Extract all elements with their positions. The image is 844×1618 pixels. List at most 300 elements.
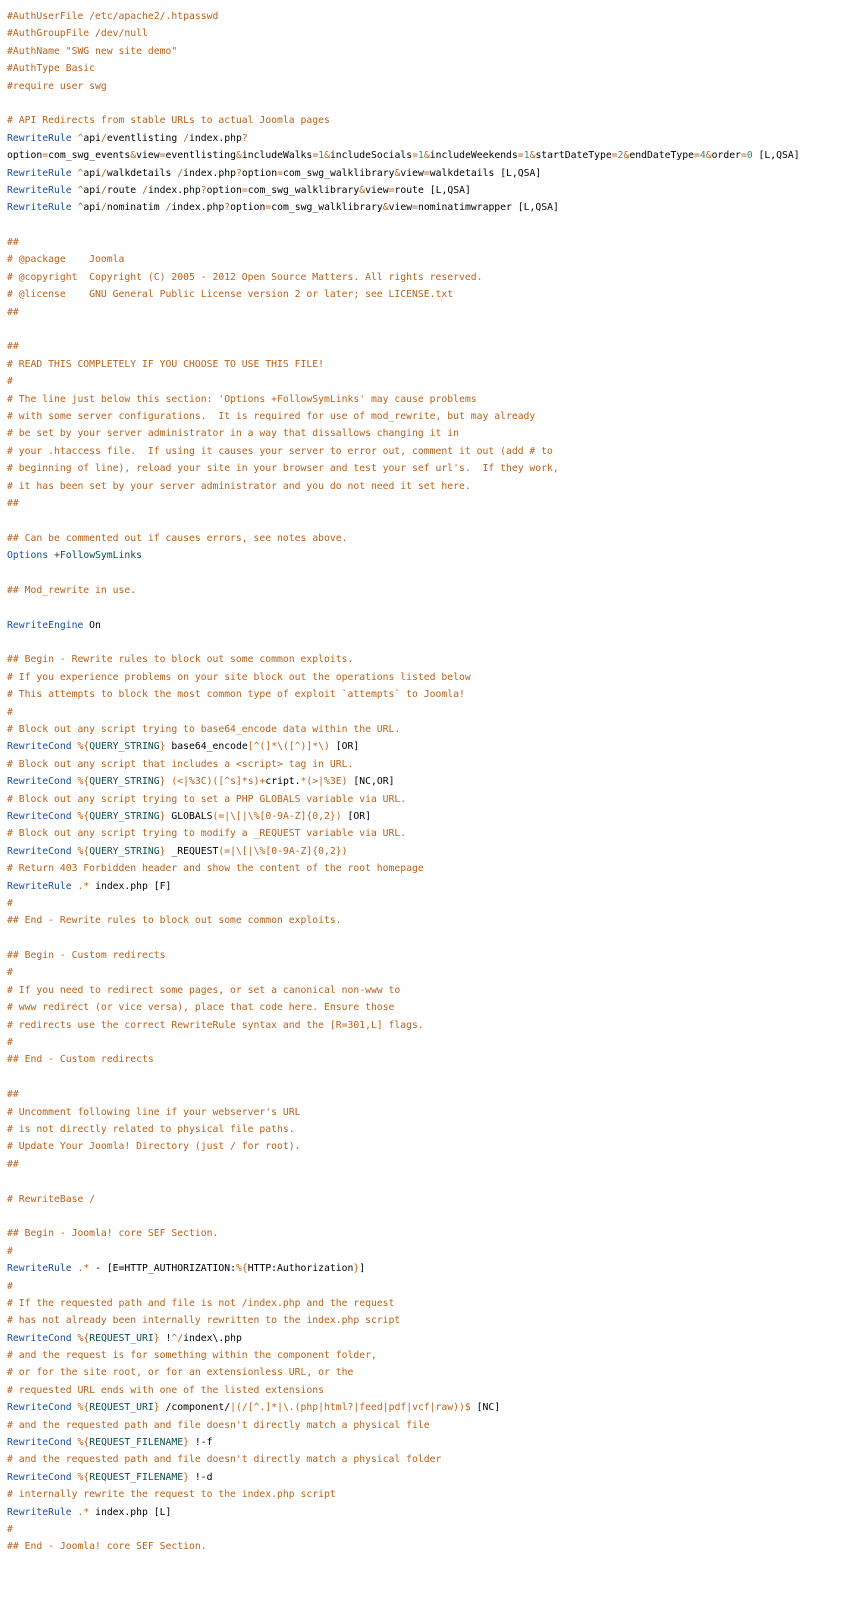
comment-token: # — [7, 1280, 13, 1292]
code-line — [7, 356, 844, 373]
comment-token: ## Begin - Joomla! core SEF Section. — [7, 1228, 219, 1240]
text-token: startDateType — [535, 150, 612, 162]
comment-token: # internally rewrite the request to the index.php script — [7, 1489, 336, 1501]
text-token: includeWeekends — [429, 150, 518, 162]
code-line — [7, 304, 844, 321]
code-line — [7, 78, 844, 95]
text-token: eventlisting — [106, 132, 184, 144]
comment-token: ^ — [77, 202, 84, 214]
text-token: index.php [F] — [89, 880, 172, 892]
text-token: api — [83, 167, 101, 179]
code-line — [7, 460, 844, 477]
comment-token: } — [159, 776, 166, 788]
code-line — [7, 425, 844, 442]
keyword-token: RewriteRule — [7, 184, 72, 196]
variable-token: QUERY_STRING — [89, 741, 160, 753]
code-line — [7, 1312, 844, 1329]
comment-token: / — [165, 202, 172, 214]
code-line — [7, 669, 844, 686]
text-token: nominatim — [106, 202, 166, 214]
text-token: option — [206, 184, 242, 196]
code-line — [7, 912, 844, 929]
code-line — [7, 1434, 844, 1451]
text-token: option — [230, 202, 266, 214]
comment-token: ? — [224, 202, 231, 214]
text-token: view — [136, 150, 160, 162]
text-token: view — [388, 202, 413, 214]
code-line — [7, 738, 844, 755]
code-line — [7, 165, 844, 182]
code-line — [7, 1278, 844, 1295]
keyword-token: RewriteCond — [7, 1402, 72, 1414]
variable-token: REQUEST_FILENAME — [89, 1471, 184, 1483]
comment-token: # API Redirects from stable URLs to actual Joomla pages — [7, 115, 330, 127]
comment-token: # with some server configurations. It is required for use of mod_rewrite, but may already — [7, 410, 536, 422]
text-token: ] — [359, 1263, 366, 1275]
code-line — [7, 112, 844, 129]
code-line — [7, 843, 844, 860]
text-token: [NC,OR] — [347, 776, 395, 788]
comment-token: = — [265, 202, 272, 214]
code-line — [7, 773, 844, 790]
code-line — [7, 25, 844, 42]
code-line — [7, 878, 844, 895]
text-token: _REQUEST — [165, 845, 219, 857]
code-line — [7, 60, 844, 77]
comment-token: %{ — [77, 845, 90, 857]
comment-token: ## End - Custom redirects — [7, 1054, 154, 1066]
comment-token: = — [159, 150, 166, 162]
comment-token: ^/ — [171, 1332, 184, 1344]
comment-token: # www redirect (or vice versa), place that code here. Ensure those — [7, 1002, 395, 1014]
comment-token: / — [177, 167, 184, 179]
comment-token: & — [529, 150, 536, 162]
blank-line — [7, 930, 844, 947]
code-line — [7, 1086, 844, 1103]
comment-token: #AuthGroupFile /dev/null — [7, 28, 148, 40]
code-line — [7, 704, 844, 721]
text-token: option — [7, 150, 43, 162]
code-line — [7, 1260, 844, 1277]
comment-token: %{ — [77, 1332, 90, 1344]
code-line — [7, 1469, 844, 1486]
comment-token: #require user swg — [7, 80, 107, 92]
comment-token: # READ THIS COMPLETELY IF YOU CHOOSE TO USE THIS FILE! — [7, 358, 324, 370]
comment-token: # @license GNU General Public License version 2 or later; see LICENSE.txt — [7, 289, 454, 301]
comment-token: # it has been set by your server administrator and you do not need it set here. — [7, 480, 471, 492]
text-token: !-f — [189, 1437, 213, 1449]
code-line — [7, 791, 844, 808]
comment-token: # — [7, 967, 13, 979]
text-token: /component/ — [159, 1402, 231, 1414]
comment-token: # is not directly related to physical file paths. — [7, 1124, 295, 1135]
code-line — [7, 1295, 844, 1312]
keyword-token: RewriteCond — [7, 1437, 72, 1449]
comment-token: = — [412, 202, 418, 214]
variable-token: +FollowSymLinks — [53, 550, 143, 562]
text-token: [NC] — [470, 1402, 501, 1414]
comment-token: / — [142, 184, 148, 196]
code-line — [7, 651, 844, 668]
number-token: 0 — [746, 150, 753, 162]
text-token: cript. — [265, 776, 301, 788]
comment-token: #AuthUserFile /etc/apache2/.htpasswd — [7, 11, 219, 22]
comment-token: # — [7, 376, 13, 388]
blank-line — [7, 599, 844, 616]
code-line — [7, 721, 844, 738]
code-line — [7, 999, 844, 1016]
comment-token: / — [183, 132, 190, 144]
comment-token: %{ — [77, 741, 90, 753]
code-line — [7, 182, 844, 199]
text-token: api — [83, 202, 101, 214]
comment-token: # and the requested path and file doesn't directly match a physical file — [7, 1419, 430, 1431]
blank-line — [7, 1069, 844, 1086]
code-line — [7, 43, 844, 60]
comment-token: (=|\[|\%[0-9A-Z]{0,2}) — [212, 810, 342, 822]
code-line — [7, 443, 844, 460]
text-token: [L,QSA] — [752, 150, 800, 162]
comment-token: } — [183, 1437, 189, 1449]
comment-token: = — [241, 184, 248, 196]
text-token: includeWalks — [241, 150, 313, 162]
blank-line — [7, 1208, 844, 1225]
comment-token: } — [159, 741, 166, 753]
keyword-token: RewriteEngine — [7, 619, 84, 631]
comment-token: / — [100, 167, 107, 179]
comment-token: ? — [236, 167, 242, 179]
comment-token: # be set by your server administrator in a way that dissallows changing it in — [7, 428, 459, 440]
code-line — [7, 808, 844, 825]
comment-token: & — [623, 150, 630, 162]
comment-token: / — [100, 202, 107, 214]
number-token: 1 — [318, 150, 325, 162]
comment-token: } — [159, 845, 166, 857]
keyword-token: RewriteCond — [7, 776, 72, 788]
comment-token: # This attempts to block the most common type of exploit `attempts` to Joomla! — [7, 689, 465, 701]
blank-line — [7, 565, 844, 582]
comment-token: & — [324, 150, 330, 162]
keyword-token: RewriteRule — [7, 1506, 72, 1518]
comment-token: & — [423, 150, 430, 162]
code-line — [7, 1382, 844, 1399]
comment-token: .* — [77, 1506, 90, 1518]
comment-token: ## — [7, 306, 19, 318]
comment-token: [^(]*\([^)]*\) — [247, 741, 330, 753]
code-line — [7, 1051, 844, 1068]
variable-token: QUERY_STRING — [89, 845, 160, 857]
code-line — [7, 495, 844, 512]
comment-token: = — [611, 150, 618, 162]
text-token: index.php — [171, 202, 225, 214]
comment-token: = — [423, 167, 430, 179]
comment-token: = — [693, 150, 700, 162]
text-token: walkdetails [L,QSA] — [429, 167, 542, 179]
code-line — [7, 617, 844, 634]
comment-token: # Block out any script trying to modify a _REQUEST variable via URL. — [7, 828, 407, 840]
code-line — [7, 582, 844, 599]
comment-token: # — [7, 706, 13, 718]
comment-token: # has not already been internally rewritten to the index.php script — [7, 1315, 401, 1327]
comment-token: / — [100, 184, 107, 196]
text-token: com_swg_walklibrary — [247, 184, 360, 196]
code-line — [7, 408, 844, 425]
code-line — [7, 1191, 844, 1208]
number-token: 1 — [418, 150, 424, 162]
code-line — [7, 1121, 844, 1138]
comment-token: } — [183, 1471, 189, 1483]
text-token: base64_encode — [165, 741, 248, 753]
comment-token: # requested URL ends with one of the listed extensions — [7, 1384, 324, 1396]
code-line — [7, 147, 844, 164]
comment-token: = — [42, 150, 49, 162]
code-line — [7, 1521, 844, 1538]
comment-token: # and the requested path and file doesn't directly match a physical folder — [7, 1454, 442, 1466]
text-token: option — [241, 167, 278, 179]
comment-token: ^ — [77, 184, 84, 196]
comment-token: %{ — [77, 810, 90, 822]
number-token: 2 — [617, 150, 624, 162]
comment-token: %{ — [77, 1471, 90, 1483]
code-line — [7, 1451, 844, 1468]
code-line — [7, 251, 844, 268]
comment-token: # — [7, 1245, 13, 1257]
variable-token: QUERY_STRING — [89, 776, 160, 788]
code-line — [7, 391, 844, 408]
code-line — [7, 1399, 844, 1416]
comment-token: & — [359, 184, 366, 196]
comment-token: ^ — [77, 132, 84, 144]
code-line — [7, 1364, 844, 1381]
text-token: route — [106, 184, 143, 196]
text-token: [OR] — [329, 741, 360, 753]
code-line — [7, 338, 844, 355]
comment-token: #AuthName "SWG new site demo" — [7, 45, 178, 57]
comment-token: # — [7, 1037, 13, 1049]
text-token: index.php — [147, 184, 201, 196]
code-line — [7, 269, 844, 286]
text-token: - [E=HTTP_AUTHORIZATION: — [89, 1263, 236, 1275]
blank-line — [7, 217, 844, 234]
text-token: index.php — [183, 167, 236, 179]
keyword-token: Options — [7, 550, 49, 562]
comment-token: ## — [7, 1089, 19, 1101]
keyword-token: RewriteRule — [7, 880, 72, 892]
text-token: GLOBALS — [165, 810, 213, 822]
variable-token: REQUEST_URI — [89, 1402, 154, 1414]
text-token: On — [83, 619, 101, 631]
keyword-token: RewriteCond — [7, 1471, 72, 1483]
keyword-token: RewriteCond — [7, 741, 72, 753]
text-token: api — [83, 132, 101, 144]
blank-line — [7, 95, 844, 112]
comment-token: ## — [7, 341, 19, 353]
comment-token: ## Can be commented out if causes errors, see notes above. — [7, 532, 348, 544]
comment-token: = — [277, 167, 283, 179]
code-line — [7, 1225, 844, 1242]
comment-token: # redirects use the correct RewriteRule syntax and the [R=301,L] flags. — [7, 1019, 424, 1031]
text-token: HTTP:Authorization — [247, 1263, 354, 1275]
code-line — [7, 860, 844, 877]
comment-token: ? — [200, 184, 207, 196]
text-token: route [L,QSA] — [394, 184, 471, 196]
comment-token: #AuthType Basic — [7, 63, 96, 75]
number-token: 4 — [699, 150, 706, 162]
code-line — [7, 825, 844, 842]
comment-token: *(>|%3E) — [300, 776, 348, 788]
keyword-token: RewriteRule — [7, 1263, 72, 1275]
code-line — [7, 130, 844, 147]
comment-token: & — [394, 167, 401, 179]
code-line — [7, 234, 844, 251]
comment-token: %{ — [235, 1263, 248, 1275]
comment-token: ^ — [77, 167, 84, 179]
text-token: com_swg_walklibrary — [282, 167, 395, 179]
comment-token: = — [517, 150, 524, 162]
comment-token: ## Begin - Rewrite rules to block out some common exploits. — [7, 654, 354, 666]
comment-token: # beginning of line), reload your site in your browser and test your sef url's. If they work, — [7, 463, 559, 475]
text-token: view — [365, 184, 389, 196]
comment-token: ## End - Rewrite rules to block out some common exploits. — [7, 915, 342, 927]
comment-token: # Block out any script that includes a <script> tag in URL. — [7, 758, 354, 770]
code-line — [7, 1017, 844, 1034]
code-line — [7, 1330, 844, 1347]
comment-token: %{ — [77, 776, 90, 788]
comment-token: } — [153, 1332, 160, 1344]
comment-token: # and the request is for something within the component folder, — [7, 1350, 377, 1362]
keyword-token: RewriteRule — [7, 132, 72, 144]
text-token: walkdetails — [106, 167, 178, 179]
comment-token: ? — [241, 132, 248, 144]
comment-token: } — [153, 1402, 160, 1414]
code-line — [7, 1486, 844, 1503]
comment-token: = — [312, 150, 319, 162]
comment-token: ## — [7, 237, 19, 249]
text-token: com_swg_events — [48, 150, 131, 162]
code-line — [7, 8, 844, 25]
comment-token: # or for the site root, or for an extensionless URL, or the — [7, 1367, 354, 1379]
comment-token: |(/[^.]*|\.(php|html?|feed|pdf|vcf|raw))$ — [230, 1402, 471, 1414]
comment-token: # — [7, 1523, 13, 1535]
text-token: index\.php — [183, 1332, 242, 1344]
code-line — [7, 1538, 844, 1555]
comment-token: ## Mod_rewrite in use. — [7, 584, 137, 596]
comment-token: # RewriteBase / — [7, 1193, 96, 1205]
comment-token: # Uncomment following line if your webserver's URL — [7, 1106, 301, 1118]
comment-token: & — [235, 150, 242, 162]
comment-token: %{ — [77, 1437, 90, 1449]
number-token: 1 — [523, 150, 530, 162]
text-token: ! — [159, 1332, 172, 1344]
comment-token: & — [130, 150, 137, 162]
comment-token: # Block out any script trying to base64_encode data within the URL. — [7, 724, 401, 736]
text-token: eventlisting — [165, 150, 236, 162]
keyword-token: RewriteCond — [7, 1332, 72, 1344]
code-line — [7, 964, 844, 981]
comment-token: } — [353, 1263, 360, 1275]
comment-token: # If the requested path and file is not /index.php and the request — [7, 1297, 395, 1309]
comment-token: = — [740, 150, 747, 162]
comment-token: = — [412, 150, 418, 162]
comment-token: # Return 403 Forbidden header and show the content of the root homepage — [7, 863, 424, 875]
code-line — [7, 1504, 844, 1521]
code-line — [7, 756, 844, 773]
blank-line — [7, 1173, 844, 1190]
comment-token: # Block out any script trying to set a PHP GLOBALS variable via URL. — [7, 793, 407, 805]
code-line — [7, 686, 844, 703]
comment-token: (=|\[|\%[0-9A-Z]{0,2}) — [218, 845, 348, 857]
code-line — [7, 895, 844, 912]
blank-line — [7, 634, 844, 651]
code-line — [7, 373, 844, 390]
text-token: includeSocials — [329, 150, 413, 162]
comment-token: # The line just below this section: 'Options +FollowSymLinks' may cause problems — [7, 393, 477, 405]
comment-token: # @copyright Copyright (C) 2005 - 2012 Open Source Matters. All rights reserved. — [7, 271, 483, 283]
code-line — [7, 547, 844, 564]
code-line — [7, 1104, 844, 1121]
variable-token: REQUEST_FILENAME — [89, 1437, 184, 1449]
keyword-token: RewriteCond — [7, 810, 72, 822]
text-token: index.php — [189, 132, 242, 144]
text-token: endDateType — [629, 150, 694, 162]
code-line — [7, 1034, 844, 1051]
code-line — [7, 1243, 844, 1260]
comment-token: # — [7, 897, 13, 909]
keyword-token: RewriteRule — [7, 167, 72, 179]
comment-token: # If you experience problems on your site block out the operations listed below — [7, 671, 471, 683]
comment-token: = — [388, 184, 395, 196]
comment-token: .* — [77, 1263, 90, 1275]
text-token: nominatimwrapper [L,QSA] — [418, 202, 559, 214]
code-line — [7, 199, 844, 216]
blank-line — [7, 321, 844, 338]
code-line — [7, 1417, 844, 1434]
blank-line — [7, 512, 844, 529]
variable-token: REQUEST_URI — [89, 1332, 154, 1344]
code-line — [7, 478, 844, 495]
comment-token: # Update Your Joomla! Directory (just / for root). — [7, 1141, 301, 1153]
keyword-token: RewriteRule — [7, 202, 72, 214]
text-token: api — [83, 184, 101, 196]
text-token: [OR] — [341, 810, 371, 822]
code-line — [7, 982, 844, 999]
variable-token: QUERY_STRING — [89, 810, 160, 822]
code-line — [7, 947, 844, 964]
text-token: index.php [L] — [89, 1506, 172, 1518]
text-token: view — [400, 167, 424, 179]
comment-token: / — [100, 132, 107, 144]
text-token: !-d — [189, 1471, 213, 1483]
comment-token: } — [159, 810, 166, 822]
comment-token: .* — [77, 880, 90, 892]
comment-token: (<|%3C)([^s]*s)+ — [171, 776, 266, 788]
comment-token: & — [382, 202, 389, 214]
text-token: order — [711, 150, 741, 162]
comment-token: # @package Joomla — [7, 254, 125, 266]
comment-token: %{ — [77, 1402, 90, 1414]
comment-token: ## — [7, 1158, 19, 1170]
comment-token: ## — [7, 497, 19, 509]
comment-token: & — [705, 150, 712, 162]
comment-token: # If you need to redirect some pages, or set a canonical non-www to — [7, 984, 401, 996]
comment-token: ## Begin - Custom redirects — [7, 950, 166, 962]
code-line — [7, 1347, 844, 1364]
code-line — [7, 1156, 844, 1173]
comment-token: # your .htaccess file. If using it causes your server to error out, comment it out (add # to — [7, 445, 553, 457]
code-line — [7, 1138, 844, 1155]
comment-token: ## End - Joomla! core SEF Section. — [7, 1541, 207, 1553]
text-token: com_swg_walklibrary — [271, 202, 383, 214]
